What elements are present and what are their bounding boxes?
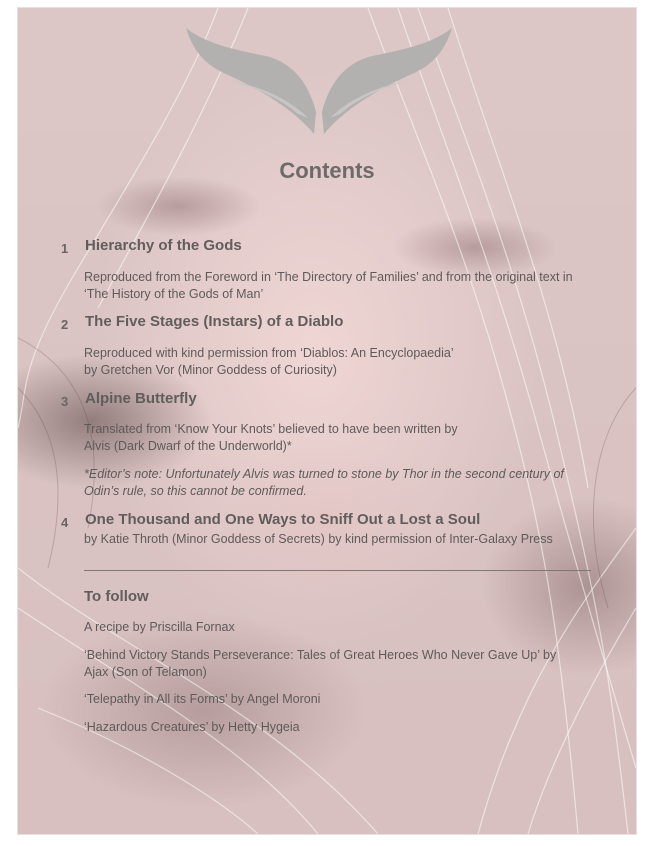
editor-note-line: *Editor’s note: Unfortunately Alvis was turned to stone by Thor in the second century of bbox=[84, 467, 564, 481]
to-follow-item bbox=[84, 619, 584, 636]
entry-title: The Five Stages (Instars) of a Diablo bbox=[85, 313, 344, 330]
page bbox=[17, 7, 637, 835]
entry-number: 4 bbox=[61, 515, 69, 530]
entry-number: 2 bbox=[61, 317, 69, 332]
editor-note bbox=[84, 466, 599, 500]
entry-number: 1 bbox=[61, 241, 69, 256]
entry-description-line: Reproduced with kind permission from ‘Diablos: An Encyclopaedia’ bbox=[84, 346, 454, 360]
to-follow-line: ‘Telepathy in All its Forms’ by Angel Moroni bbox=[84, 692, 321, 706]
to-follow-item bbox=[84, 647, 584, 681]
entry-description-line: Translated from ‘Know Your Knots’ believed to have been written by bbox=[84, 422, 458, 436]
to-follow-item bbox=[84, 719, 584, 736]
entry-number: 3 bbox=[61, 394, 69, 409]
to-follow-line: A recipe by Priscilla Fornax bbox=[84, 620, 235, 634]
to-follow-line: Ajax (Son of Telamon) bbox=[84, 665, 207, 679]
entry-description bbox=[84, 269, 599, 303]
entry-description-line: ‘The History of the Gods of Man’ bbox=[84, 287, 264, 301]
entry-title: One Thousand and One Ways to Sniff Out a Lost a Soul bbox=[85, 511, 481, 528]
entry-description-line: by Gretchen Vor (Minor Goddess of Curiosity) bbox=[84, 363, 337, 377]
entry-description-line: by Katie Throth (Minor Goddess of Secrets) by kind permission of Inter-Galaxy Press bbox=[84, 532, 553, 546]
entry-description-line: Reproduced from the Foreword in ‘The Directory of Families’ and from the original text in bbox=[84, 270, 573, 284]
editor-note-line: Odin’s rule, so this cannot be confirmed. bbox=[84, 484, 307, 498]
to-follow-line: ‘Hazardous Creatures’ by Hetty Hygeia bbox=[84, 720, 300, 734]
entry-description bbox=[84, 531, 599, 548]
to-follow-heading: To follow bbox=[84, 588, 149, 605]
page-title: Contents bbox=[279, 158, 375, 183]
entry-description-line: Alvis (Dark Dwarf of the Underworld)* bbox=[84, 439, 292, 453]
entry-description bbox=[84, 345, 599, 379]
section-divider bbox=[84, 570, 591, 571]
entry-title: Alpine Butterfly bbox=[85, 390, 197, 407]
entry-title: Hierarchy of the Gods bbox=[85, 237, 242, 254]
to-follow-line: ‘Behind Victory Stands Perseverance: Tales of Great Heroes Who Never Gave Up’ by bbox=[84, 648, 557, 662]
to-follow-item bbox=[84, 691, 584, 708]
entry-description bbox=[84, 421, 599, 455]
wings-logo bbox=[186, 22, 452, 142]
